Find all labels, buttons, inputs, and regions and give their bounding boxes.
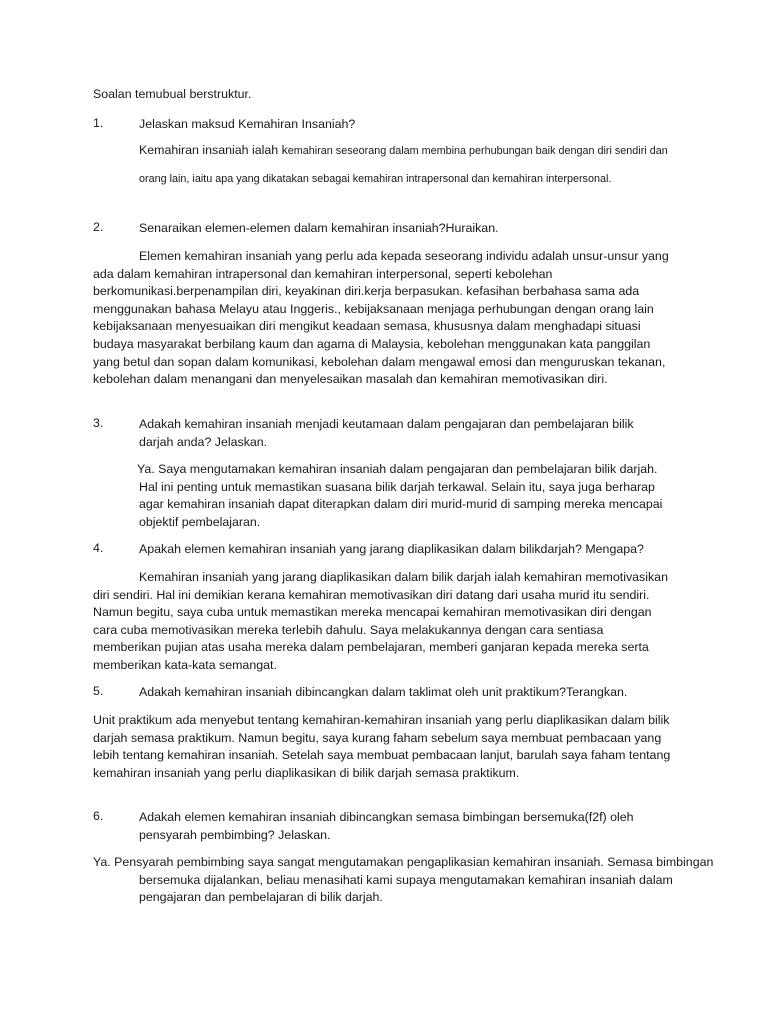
document-title: Soalan temubual berstruktur. [93,87,252,101]
question-1 [93,116,693,134]
question-text: Adakah elemen kemahiran insaniah dibincangkan semasa bimbingan bersemuka(f2f) oleh pensyarah pembimbing? Jelaskan. [139,810,634,842]
question-2 [93,220,693,238]
question-number: 4. [93,541,104,555]
question-text: Senaraikan elemen-elemen dalam kemahiran insaniah?Huraikan. [139,221,499,235]
answer-1 [139,137,674,193]
answer-6: Ya. Pensyarah pembimbing saya sangat mengutamakan pengaplikasian kemahiran insaniah. Semasa bimbingan bersemuka dijalankan, beliau menasihati kami supaya mengutamakan kemahiran insaniah dalam pengajaran dan pembelajaran di bilik darjah. [93,855,714,905]
question-3 [93,416,693,451]
question-number: 3. [93,416,104,430]
answer-2: Elemen kemahiran insaniah yang perlu ada kepada seseorang individu adalah unsur-unsur yang ada dalam kemahiran intrapersonal dan kemahiran interpersonal, seperti kebolehan berkomunikasi.berpenampilan diri, keyakinan diri.kerja berpasukan. kefasihan berbahasa sama ada menggunakan bahasa Melayu atau Inggeris., kebijaksanaan menjaga perhubungan dengan orang lain kebijaksanaan menyesuaikan diri mengikut keadaan semasa, khususnya dalam menghadapi situasi budaya masyarakat berbilang kaum dan agama di Malaysia, kebolehan menggunakan kata panggilan yang betul dan sopan dalam komunikasi, kebolehan dalam mengawal emosi dan menguruskan tekanan, kebolehan dalam menangani dan menyelesaikan masalah dan kemahiran memotivasikan diri. [93,249,669,387]
answer-5: Unit praktikum ada menyebut tentang kemahiran-kemahiran insaniah yang perlu diaplikasikan dalam bilik darjah semasa praktikum. Namun begitu, saya kurang faham sebelum saya membuat pembacaan yang lebih tentang kemahiran insaniah. Setelah saya membuat pembacaan lanjut, barulah saya faham tentang kemahiran insaniah yang perlu diaplikasikan di bilik darjah semasa praktikum. [93,713,671,780]
question-6 [93,809,693,844]
question-text: Apakah elemen kemahiran insaniah yang jarang diaplikasikan dalam bilikdarjah? Mengapa? [139,542,644,556]
answer-rest: emahiran seseorang dalam membina perhubungan baik dengan diri sendiri dan orang lain, iaitu apa yang dikatakan sebagai kemahiran intrapersonal dan kemahiran interpersonal. [139,145,668,185]
answer-lead: Kemahiran insaniah ialah k [139,143,288,157]
question-number: 5. [93,684,104,698]
question-number: 6. [93,809,104,823]
question-5 [93,684,693,702]
answer-4: Kemahiran insaniah yang jarang diaplikasikan dalam bilik darjah ialah kemahiran memotivasikan diri sendiri. Hal ini demikian kerana kemahiran memotivasikan diri datang dari usaha murid itu sendiri. Namun begitu, saya cuba untuk memastikan mereka mencapai kemahiran memotivasikan diri dengan cara cuba memotivasikan mereka terlebih dahulu. Saya melakukannya dengan cara sentiasa memberikan pujian atas usaha mereka dalam pembelajaran, memberi ganjaran kepada mereka serta memberikan kata-kata semangat. [93,570,668,672]
question-text: Adakah kemahiran insaniah menjadi keutamaan dalam pengajaran dan pembelajaran bilik darjah anda? Jelaskan. [139,417,634,449]
question-number: 2. [93,220,104,234]
question-4 [93,541,693,559]
question-text: Jelaskan maksud Kemahiran Insaniah? [139,117,356,131]
answer-3: Ya. Saya mengutamakan kemahiran insaniah dalam pengajaran dan pembelajaran bilik darjah. Hal ini penting untuk memastikan suasana bilik darjah terkawal. Selain itu, saya juga berharap agar kemahiran insaniah dapat diterapkan dalam diri murid-murid di samping mereka mencapai objektif pembelajaran. [137,462,663,529]
question-number: 1. [93,116,104,130]
question-text: Adakah kemahiran insaniah dibincangkan dalam taklimat oleh unit praktikum?Terangkan. [139,685,628,699]
